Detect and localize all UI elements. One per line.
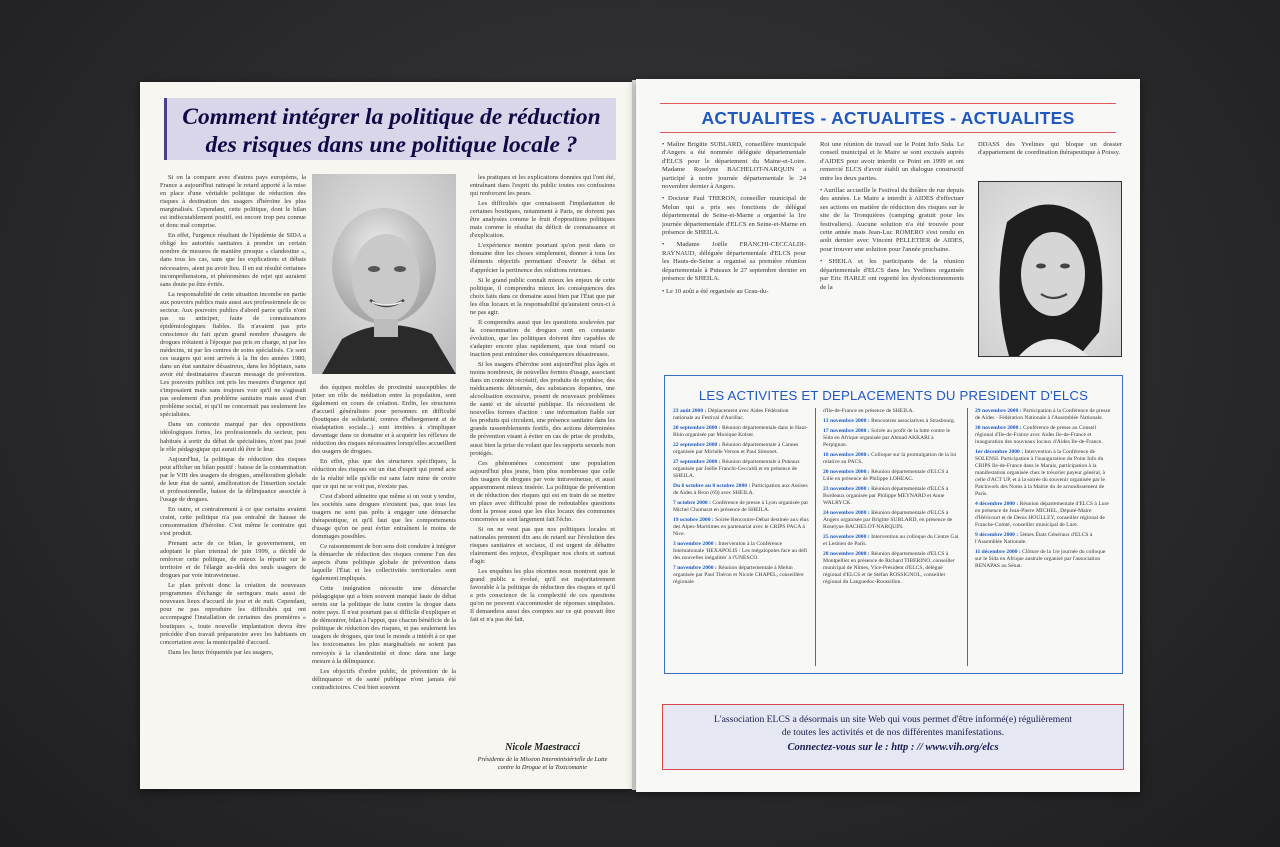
article-title-line2: des risques dans une politique locale ? xyxy=(205,132,578,158)
agenda-text: Réunion départementale à Melun organisée par Paul Théron et Nicole CHAPEL, conseillère régionale xyxy=(673,565,804,585)
agenda-entry xyxy=(673,483,809,497)
agenda-entry xyxy=(975,501,1113,529)
agenda-divider-1 xyxy=(815,408,816,666)
news-item: DDASS des Yvelines qui bloque un dossier d'appartement de coordination thérapeutique à Poissy. xyxy=(978,141,1122,157)
article-paragraph: Cette intégration nécessite une démarche pédagogique qui a bien souvent manqué faute de débat serein sur la politique de lutte contre la drogue dans notre pays. Il n'est pourtant pas si difficile d'expliquer et de démontrer, bilan à l'appui, que chacun bénéficie de la politique de réduction des risques, et pas seulement les usagers de drogues, que tout le monde a intérêt à ce que les toxicomanes les plus marginalisés ne soient pas renvoyés à la clandestinité et donc dans une large mesure à la délinquance. xyxy=(312,585,456,665)
agenda-date: 18 novembre 2000 : xyxy=(823,452,872,458)
agenda-entry xyxy=(673,459,809,480)
agenda-date: 3 novembre 2000 : xyxy=(673,541,719,547)
agenda-entry xyxy=(673,541,809,562)
article-title-line1: Comment intégrer la politique de réduction xyxy=(182,104,601,130)
agenda-entry xyxy=(823,551,959,586)
article-paragraph: des équipes mobiles de proximité susceptibles de jouer un rôle de médiation entre la population, sont également en cours de création. Enfin, les structures d'accueil généralistes pour personnes en difficulté (boutiques de solidarité, centres d'hébergement et de réadaptation sociale...) sont invitées à s'impliquer davantage dans ce domaine et à acquérir les réflexes de réduction des risques nécessaires lorsqu'elles accueillent des usagers de drogues. xyxy=(312,384,456,456)
agenda-text: Réunion départementale d'ELCS à Angers organisée par Brigitte SUBLARD, en présence de Roselyne BACHELOT-NARQUIN. xyxy=(823,510,953,530)
news-item: • Maître Brigitte SUBLARD, conseillère municipale d'Angers a été nommée déléguée départementale d'ELCS pour le département du Maine-et-Loire. Madame Roselyne BACHELOT-NARQUIN a participé à notre journée départementale le 24 novembre dernier à Angers. xyxy=(662,141,806,191)
agenda-entry xyxy=(975,408,1113,422)
agenda-date: 17 novembre 2000 : xyxy=(823,428,872,434)
agenda-date: 20 septembre 2000 : xyxy=(673,425,722,431)
news-column-3 xyxy=(978,141,1122,181)
article-paragraph: Les enquêtes les plus récentes nous montrent que le grand public a évolué, qu'il est majoritairement favorable à la politique de réduction des risques et qu'il a pris conscience de la complexité de ces questions qu'on ne peuvent s'accommoder de réponses simplistes. Il demandera aussi des comptes sur ce qui pouvait être fait et n'a pas été fait. xyxy=(470,568,615,624)
agenda-text: Réunion départementale à Puteaux organisée par Joëlle Franchi-Ceccaldi et en présence de SHEILA. xyxy=(673,459,800,479)
agenda-date: 13 novembre 2000 : xyxy=(823,418,872,424)
article-paragraph: Ce raisonnement de bon sens doit conduire à intégrer la démarche de réduction des risques comme l'un des aspects d'une politique globale de prévention dans laquelle l'État et les collectivités territoriales sont également impliqués. xyxy=(312,542,456,583)
article-column-2 xyxy=(312,384,456,780)
agenda-text: Rencontres associatives à Strasbourg. xyxy=(871,418,956,424)
article-paragraph: Les objectifs d'ordre public, de prévention de la délinquance et de santé publique n'ont jamais été contradictoires. C'est bien souvent xyxy=(312,667,456,691)
article-paragraph: Si on ne veut pas que nos politiques locales et nationales prennent dix ans de retard sur l'évolution des risques sanitaires et sociaux, il est urgent de débattre clairement des enjeux, d'expliquer nos choix et surtout d'agir. xyxy=(470,525,615,566)
agenda-entry xyxy=(673,425,809,439)
news-item: • Le 10 août a été organisée au Grau-du- xyxy=(662,287,769,295)
agenda-date: 9 décembre 2000 : xyxy=(975,532,1020,538)
agenda-date: 23 août 2000 : xyxy=(673,408,708,414)
agenda-entry xyxy=(975,549,1113,570)
agenda-date: 30 novembre 2000 : xyxy=(975,425,1024,431)
agenda-text: Intervention au colloque du Centre Gai et Lesbien de Paris. xyxy=(823,534,959,547)
agenda-text: Intervention à la Conférence de SOLENSI. Participation à l'inauguration du Point Info du CRIPS Ile-de-France dans le Marais, participation à la manifestation organisée chez le trésorier payeur général, à celle d'ACT UP, et à la soirée du souvenir organisée par le Patchwork des Noms à la Mairie du 4e arrondissement de Paris. xyxy=(975,449,1106,497)
agenda-text: Conférence de presse au Conseil régional d'Ile-de-France avec Aides Ile-de-France et inauguration des nouveaux locaux d'Aides Ile-de-France. xyxy=(975,425,1103,445)
agenda-column-2 xyxy=(823,408,959,668)
article-column-1 xyxy=(160,174,306,780)
article-paragraph: La responsabilité de cette situation incombe en partie aux pouvoirs publics mais aussi aux professionnels de ce secteur. Aux pouvoirs publics d'abord parce qu'ils n'ont pas su anticiper, faute de connaissances épidémiologiques fiables. Ils n'avaient pas pris conscience du fait qu'un grand nombre d'usagers de drogues n'étaient à l'époque pas pris en charge, ni par les médecins, ni par les centres de soins spécialisés. Ce sont ces usagers qui sont arrivés à la fin des années 1980, dans un état sanitaire désastreux, dans les hôpitaux, sans avoir été destinataires d'aucun message de prévention. Les pouvoirs publics ont pris les mesures d'urgence qui s'imposaient mais sans toujours voir qu'il ne s'agissait pas seulement d'un problème sanitaire mais aussi d'un problème social, et qu'il ne concernait pas seulement les spécialistes. xyxy=(160,290,306,419)
agenda-entry xyxy=(975,425,1113,446)
signature-name: Nicole Maestracci xyxy=(505,742,580,753)
agenda-text: d'Ile-de-France en présence de SHEILA. xyxy=(823,408,914,414)
article-paragraph: Si les usagers d'héroïne sont aujourd'hui plus âgés et moins nombreux, de nouvelles formes d'usage, associant dans un contexte récréatif, des produits de synthèse, des médicaments détournés, des substances dopantes, une alcoolisation excessive, posent de nouveaux problèmes de santé et de sécurité publique. Ils nécessitent de nouvelles formes d'action : une information fiable sur les produits qui circulent, une présence sanitaire dans les grands rassemblements festifs, des actions déterminées de prévention visant à éviter en cas de prise de produits, aussi bien la prise du volant que les rapports sexuels non protégés. xyxy=(470,361,615,457)
article-paragraph: Si le grand public connaît mieux les enjeux de cette politique, il comprendra mieux les conséquences des choix faits dans ce domaine aussi bien par l'État que par les élus locaux et la responsabilité qu'auraient ceux-ci à ne pas agir. xyxy=(470,276,615,316)
agenda-entry xyxy=(823,452,959,466)
agenda-entry xyxy=(823,534,959,548)
agenda-column-3 xyxy=(975,408,1113,668)
agenda-entry xyxy=(673,565,809,586)
article-paragraph: En effet, plus que des structures spécifiques, la réduction des risques est un état d'esprit qui prend acte de la réalité telle qu'elle est sans faire mine de croire que ce qui ne se voit pas, n'existe pas. xyxy=(312,458,456,490)
portrait-photo-sheila xyxy=(978,181,1122,357)
news-item: Roi une réunion de travail sur le Point Info Sida. Le conseil municipal et le Maire se sont excusés auprès d'AIDES pour avoir interdit ce Point en 1999 et ont remercié ELCS d'avoir établi un dialogue constructif entre les deux parties. xyxy=(820,141,964,182)
agenda-entry xyxy=(823,428,959,449)
agenda-text: Colloque sur la promulgation de la loi relative au PACS. xyxy=(823,452,957,465)
agenda-title: LES ACTIVITES ET DEPLACEMENTS DU PRESIDENT D'ELCS xyxy=(698,388,1089,403)
agenda-text: Réunion départementale d'ELCS à Montpellier en présence de Richard TIBERINO, conseiller municipal de Nîmes, Vice-Président d'ELCS, délégué régional d'ELCS et de Stéfan ROSSIGNOL, conseiller régional du Languedoc-Roussillon. xyxy=(823,551,955,585)
portrait-photo-maestracci xyxy=(312,174,456,374)
news-item: • SHEILA et les participants de la réunion départementale d'ELCS dans les Yvelines organisée par Eric HARLE ont regretté les dysfonctionnements de la xyxy=(820,258,964,291)
agenda-entry xyxy=(823,510,959,531)
news-banner xyxy=(660,103,1116,133)
agenda-box xyxy=(664,375,1123,674)
agenda-text: Soirée Rencontre-Débat destinée aux élus des Alpes-Maritimes en partenariat avec le CRIPS PACA à Nice. xyxy=(673,517,809,537)
agenda-date: Du 6 octobre au 8 octobre 2000 : xyxy=(673,483,752,489)
agenda-entry xyxy=(673,408,809,422)
signature-role: Présidente de la Mission Interministérielle de Lutte contre la Drogue et la Toxicomanie xyxy=(477,756,608,771)
article-paragraph: C'est d'abord admettre que même si on veut y tendre, les sociétés sans drogues n'existent pas, que tous les usagers ne sont pas prêts à engager une démarche thérapeutique, et qu'il faut que les comportements d'usage qu'on ne peut éviter entraînent le moins de dommages possibles. xyxy=(312,492,456,540)
agenda-text: Réunion départementale d'ELCS à Bordeaux organisée par Philippe MEYNARD et Anne WALRYCK. xyxy=(823,486,949,506)
agenda-entry xyxy=(975,449,1113,498)
agenda-date: 1er décembre 2000 : xyxy=(975,449,1025,455)
portrait-image xyxy=(312,174,456,374)
website-url-line: Connectez-vous sur le : http : // www.vih.org/elcs xyxy=(787,742,999,753)
article-paragraph: Le plan prévoit donc la création de nouveaux programmes d'échange de seringues mais aussi de nouveaux lieux d'accueil de jour et de nuit. Cependant, pour ne pas reproduire les difficultés qui ont accompagné l'installation de certaines des premières « boutiques », toute nouvelle implantation devra être précédée d'un travail préparatoire avec les habitants en concertation avec la municipalité d'accueil. xyxy=(160,582,306,646)
news-banner-text: ACTUALITES - ACTUALITES - ACTUALITES xyxy=(701,108,1075,128)
website-announcement-box xyxy=(662,704,1124,770)
article-title-box xyxy=(164,98,616,160)
agenda-date: 28 novembre 2000 : xyxy=(823,551,872,557)
article-paragraph: Les difficultés que connaissent l'implantation de certaines boutiques, notamment à Paris, ne doivent pas être analysées comme le fruit d'oppositions politiques mais comme le résultat du déficit de connaissance et d'explication. xyxy=(470,200,615,240)
right-page xyxy=(636,79,1140,792)
agenda-text: Intervention à la Conférence Internationale 'HEXAPOLIS : Les mégalopoles face au défi des nouvelles inégalités' à l'UNESCO. xyxy=(673,541,808,561)
news-item: • Docteur Paul THERON, conseiller municipal de Melun qui a pris ses fonctions de délégué départemental de Seine-et-Marne a organisé la 1re journée départementale d'ELCS en Seine-et-Marne en présence de SHEILA. xyxy=(662,195,806,237)
news-column-2 xyxy=(820,141,964,363)
agenda-text: Participation aux Assises de Aides à Bron (69) avec SHEILA. xyxy=(673,483,808,496)
agenda-text: Clôture de la 1re journée du colloque sur le Sida en Afrique australe organisé par l'association RENAPAS au Sénat. xyxy=(975,549,1106,569)
article-paragraph: Ces phénomènes concernent une population aujourd'hui plus jeune, bien plus nombreuse que celle des usagers de drogues par voie intraveineuse, et aussi apparemment mieux insérée. La politique de prévention et de réduction des risques qui est en train de se mettre en place avec difficulté pose de redoutables questions dont la presse aussi que les élus locaux des communes concernées se sont largement fait l'écho. xyxy=(470,459,615,523)
news-column-1 xyxy=(662,141,806,363)
agenda-entry xyxy=(823,418,959,425)
article-paragraph: L'expérience montre pourtant qu'on peut dans ce domaine dire les choses simplement, donner à tous les éléments objectifs permettant d'ouvrir le débat et d'apprécier la pertinence des solutions retenues. xyxy=(470,242,615,274)
article-paragraph: Aujourd'hui, la politique de réduction des risques peut afficher un bilan positif : baisse de la contamination par le VIH des usagers de drogues, amélioration globale de leur état de santé, amélioration de l'insertion sociale et professionnelle, baisse de la délinquance associée à l'usage de drogues. xyxy=(160,455,306,503)
article-paragraph: Dans les lieux fréquentés par les usagers, xyxy=(168,648,274,656)
agenda-column-1 xyxy=(673,408,809,668)
agenda-text: Participation à la Conférence de presse de Aides - Fédération Nationale à l'Assemblée Nationale. xyxy=(975,408,1111,421)
article-paragraph: Dans un contexte marqué par des oppositions idéologiques fortes, les professionnels du secteur, peu habitués à sortir du débat de spécialistes, n'ont pas joué le rôle pédagogique qui aurait dû être le leur. xyxy=(160,421,306,453)
article-paragraph: Prenant acte de ce bilan, le gouvernement, en adoptant le plan triennal de juin 1999, a décidé de renforcer cette politique, de mieux la répartir sur le territoire et de l'élargir au-delà des seuls usagers de drogues par voie intraveineuse. xyxy=(160,540,306,580)
agenda-entry xyxy=(823,486,959,507)
agenda-text: Réunion départementale à Cannes organisée par Michèle Verson et Paul Simonet. xyxy=(673,442,799,455)
agenda-entry xyxy=(823,469,959,483)
article-column-3 xyxy=(470,174,615,734)
agenda-text: Soirée au profit de la lutte contre le Sida en Afrique organisée par Ahmad AKKARI à Perpignan. xyxy=(823,428,951,448)
agenda-entry xyxy=(673,500,809,514)
left-page xyxy=(140,82,633,789)
news-item: • Madame Joëlle FRANCHI-CECCALDI-RAYNAUD, déléguée départementale d'ELCS pour les Hauts-de-Seine a organisé sa première réunion départementale à Puteaux le 27 septembre dernier en présence de SHEILA. xyxy=(662,241,806,283)
agenda-divider-2 xyxy=(967,408,968,666)
agenda-date: 22 septembre 2000 : xyxy=(673,442,722,448)
agenda-entry xyxy=(673,442,809,456)
agenda-date: 4 décembre 2000 : xyxy=(975,501,1020,507)
agenda-text: Réunion départementale d'ELCS à Lille en présence de Philippe LOHEAC. xyxy=(823,469,949,482)
agenda-date: 20 novembre 2000 : xyxy=(823,469,872,475)
article-paragraph: Il comprendra aussi que les questions soulevées par la consommation de drogues sont en constante évolution, que les politiques doivent être capables de s'adapter encore plus rapidement, que tout retard ou inaction peut entraîner des conséquences désastreuses. xyxy=(470,318,615,358)
agenda-date: 29 novembre 2000 : xyxy=(975,408,1024,414)
article-paragraph: les pratiques et les explications données qui l'ont été, entraînant dans l'esprit du public toutes ces confusions qui renforcent les peurs. xyxy=(470,174,615,198)
website-line-1: L'association ELCS a désormais un site Web qui vous permet d'être informé(e) régulièrement xyxy=(714,714,1072,725)
article-paragraph: En outre, et contrairement à ce que certains avaient craint, cette politique n'a pas entraîné de hausse de consommation d'héroïne. C'est même le contraire qui s'est produit. xyxy=(160,505,306,538)
agenda-entry xyxy=(975,532,1113,546)
article-paragraph: Si on la compare avec d'autres pays européens, la France a aujourd'hui rattrapé le retard apporté à la mise en place d'une véritable politique de réduction des risques à destination des usagers d'héroïne les plus marginalisés. Cependant, cette politique, dont le bilan est indiscutablement positif, est encore trop peu connue et donc mal comprise. xyxy=(160,174,306,230)
agenda-text: Réunion départementale dans le Haut-Rhin organisée par Monique Kolser. xyxy=(673,425,808,438)
agenda-date: 19 octobre 2000 : xyxy=(673,517,716,523)
news-item: • Aurillac accueille le Festival du théâtre de rue depuis des années. Le Maire a interdit à AIDES d'effectuer ses actions en matière de réduction des risques sur le site de la Tronquières (camping gratuit pour les festivaliers). Aucune solution n'a été trouvée pour cette année mais Jean-Luc ROMERO s'est rendu en août dernier avec Vincent PELLETIER de AIDES, pour trouver une solution pour l'année prochaine. xyxy=(820,187,964,253)
agenda-date: 24 novembre 2000 : xyxy=(823,510,872,516)
agenda-date: 27 septembre 2000 : xyxy=(673,459,722,465)
article-paragraph: En effet, l'urgence résultant de l'épidémie de SIDA a obligé les autorités sanitaires à prendre un certain nombre de mesures de manière presque « clandestine », dans tous les cas, sans que les explications et débats nécessaires, aient pu avoir lieu. Il en est résulté certaines incompréhensions, et phénomènes de rejet qui auraient sans doute pu être évités. xyxy=(160,232,306,288)
agenda-date: 11 décembre 2000 : xyxy=(975,549,1023,555)
agenda-text: Déplacement avec Aides Fédération nationale au Festival d'Aurillac. xyxy=(673,408,789,421)
agenda-date: 25 novembre 2000 : xyxy=(823,534,872,540)
agenda-date: 7 octobre 2000 : xyxy=(673,500,713,506)
agenda-date: 23 novembre 2000 : xyxy=(823,486,872,492)
portrait-image-2 xyxy=(979,182,1121,356)
agenda-text: Réunion départementale d'ELCS à Lure en présence de Jean-Pierre MICHEL, Député-Maire d'Héricourt et de Denis HOULLEY, conseiller régional de Franche-Comté, conseiller municipal de Lure. xyxy=(975,501,1109,528)
website-line-2: de toutes les activités et de nos différentes manifestations. xyxy=(781,727,1005,738)
agenda-entry xyxy=(673,517,809,538)
agenda-text: 5èmes États Généraux d'ELCS à l'Assemblée Nationale. xyxy=(975,532,1093,545)
agenda-text: Conférence de presse à Lyon organisée par Michel Chomarat en présence de SHEILA. xyxy=(673,500,809,513)
agenda-date: 7 novembre 2000 : xyxy=(673,565,719,571)
agenda-entry xyxy=(823,408,959,415)
